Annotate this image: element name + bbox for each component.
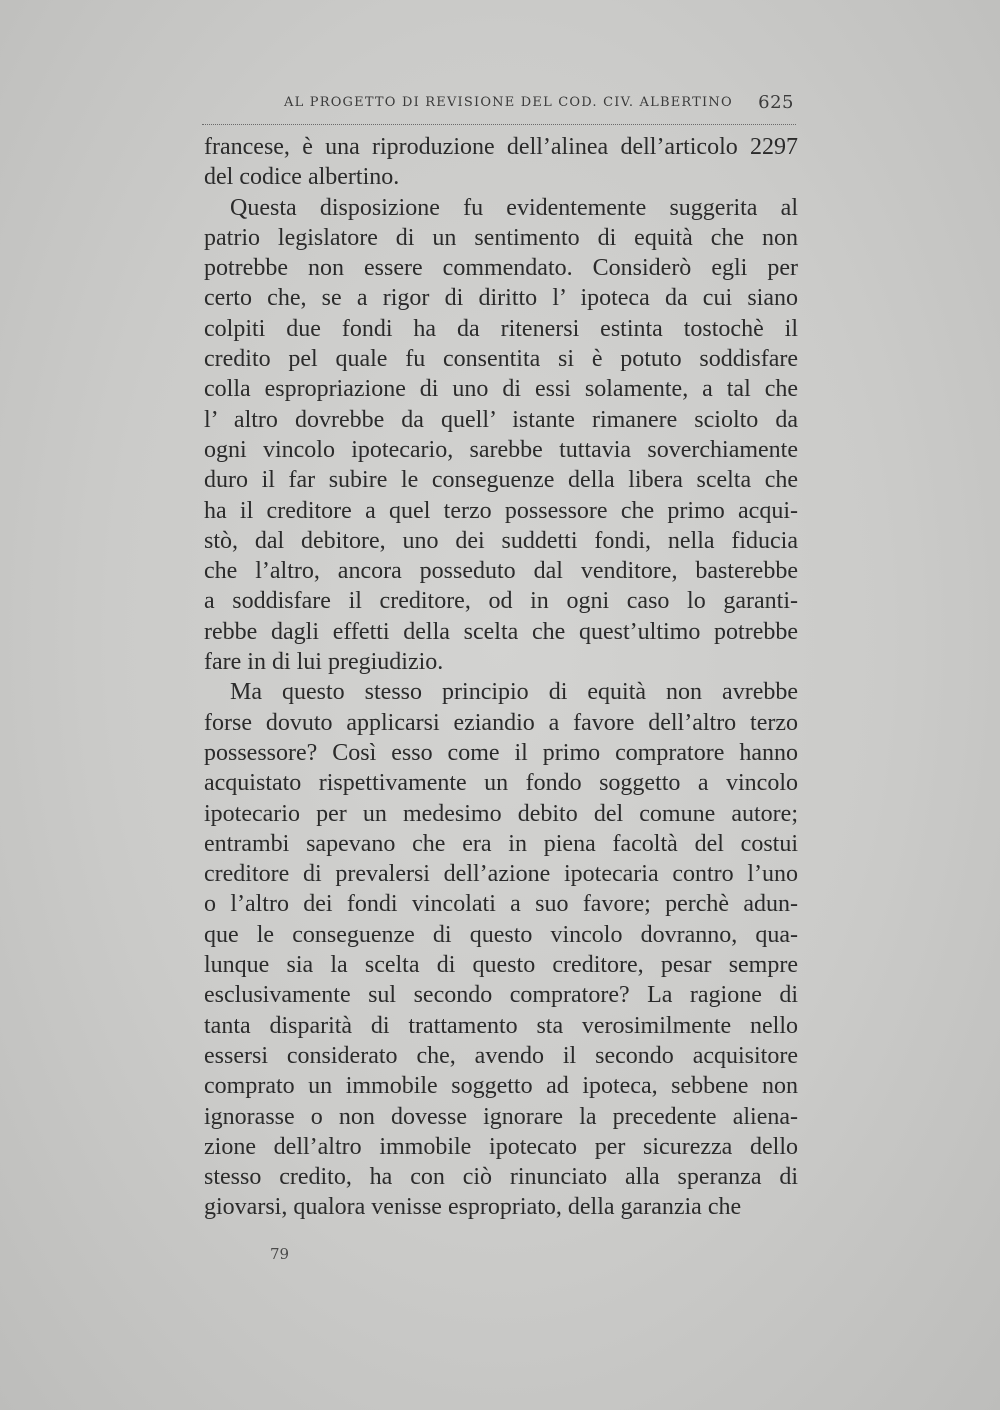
text-line: entrambi sapevano che era in piena facoltà del costui [204, 830, 798, 857]
text-line: a soddisfare il creditore, od in ogni caso lo garanti- [204, 588, 798, 615]
text-line: duro il far subire le conseguenze della libera scelta che [204, 467, 798, 494]
text-line: potrebbe non essere commendato. Considerò egli per [204, 255, 798, 282]
text-line: comprato un immobile soggetto ad ipoteca, sebbene non [204, 1073, 798, 1100]
text-line: ipotecario per un medesimo debito del comune autore; [204, 800, 798, 827]
text-line: Questa disposizione fu evidentemente suggerita al [230, 194, 798, 221]
text-line: giovarsi, qualora venisse espropriato, della garanzia che [204, 1194, 742, 1221]
text-line: certo che, se a rigor di diritto l’ ipoteca da cui siano [204, 285, 798, 312]
text-line: patrio legislatore di un sentimento di equità che non [204, 224, 798, 251]
body-text [204, 132, 798, 1223]
text-line: ignorasse o non dovesse ignorare la precedente aliena- [204, 1103, 798, 1130]
text-line: ha il creditore a quel terzo possessore che primo acqui- [204, 497, 798, 524]
text-line: stesso credito, ha con ciò rinunciato alla speranza di [204, 1164, 798, 1191]
text-line: creditore di prevalersi dell’azione ipotecaria contro l’uno [204, 861, 798, 888]
running-title: AL PROGETTO DI REVISIONE DEL COD. CIV. ALBERTINO [284, 95, 733, 110]
text-line: colpiti due fondi ha da ritenersi estinta tostochè il [204, 315, 798, 342]
text-line: Ma questo stesso principio di equità non avrebbe [230, 679, 798, 706]
running-head [202, 92, 796, 118]
text-line: ogni vincolo ipotecario, sarebbe tuttavia soverchiamente [204, 436, 798, 463]
text-line: lunque sia la scelta di questo creditore, pesar sempre [204, 952, 798, 979]
paragraph [204, 132, 798, 193]
text-line: forse dovuto applicarsi eziandio a favore dell’altro terzo [204, 709, 798, 736]
text-line: rebbe dagli effetti della scelta che quest’ultimo potrebbe [204, 618, 798, 645]
paragraph [204, 677, 798, 1222]
text-line: colla espropriazione di uno di essi solamente, a tal che [204, 376, 798, 403]
text-line: che l’altro, ancora posseduto dal venditore, basterebbe [204, 558, 798, 585]
printer-signature: 79 [270, 1245, 290, 1263]
text-line: francese, è una riproduzione dell’alinea dell’articolo 2297 [204, 134, 798, 160]
text-line: essersi considerato che, avendo il secondo acquisitore [204, 1042, 798, 1069]
page-number: 625 [758, 92, 794, 113]
paragraph [204, 193, 798, 678]
text-line: stò, dal debitore, uno dei suddetti fondi, nella fiducia [204, 527, 798, 554]
text-line: que le conseguenze di questo vincolo dovranno, qua- [204, 921, 798, 948]
text-line: credito pel quale fu consentita si è potuto soddisfare [204, 346, 798, 373]
text-line: tanta disparità di trattamento sta verosimilmente nello [204, 1012, 798, 1039]
text-line: del codice albertino. [204, 164, 400, 191]
header-rule [202, 124, 796, 125]
text-line: l’ altro dovrebbe da quell’ istante rimanere sciolto da [204, 406, 798, 433]
text-line: acquistato rispettivamente un fondo soggetto a vincolo [204, 770, 798, 797]
text-line: zione dell’altro immobile ipotecato per sicurezza dello [204, 1133, 798, 1160]
text-line: possessore? Così esso come il primo compratore hanno [204, 739, 798, 766]
text-line: o l’altro dei fondi vincolati a suo favore; perchè adun- [204, 891, 798, 918]
text-line: fare in di lui pregiudizio. [204, 649, 444, 676]
text-line: esclusivamente sul secondo compratore? La ragione di [204, 982, 798, 1009]
